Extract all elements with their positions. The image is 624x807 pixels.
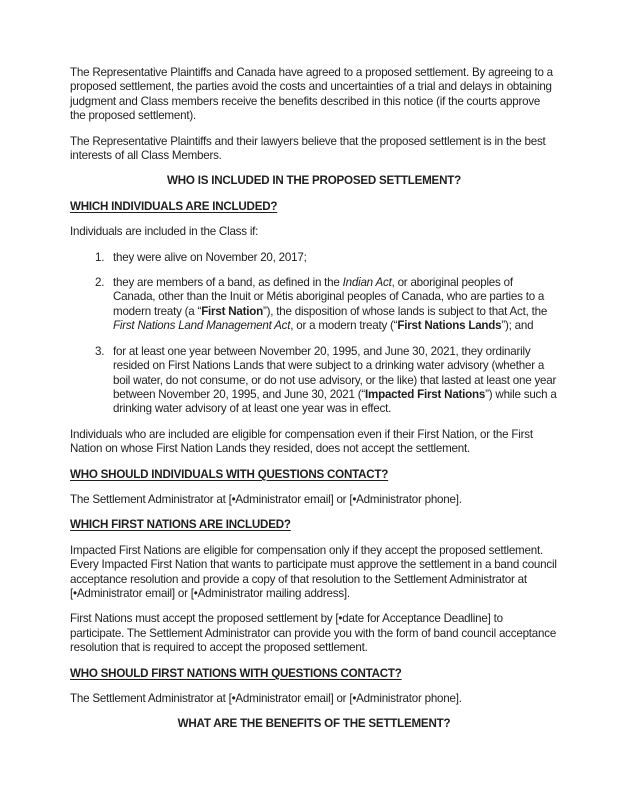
text-run: Individuals who are included are eligible for compensation even if their First Nation, or the First Nation on whose First Nation Lands they resided, does not accept the settlement.	[70, 427, 533, 456]
text-run: Individuals are included in the Class if:	[70, 225, 259, 239]
text-run: The Representative Plaintiffs and Canada have agreed to a proposed settlement. By agreeing to a proposed settlement, the parties avoid the costs and uncertainties of a trial and delays in obtaining judgment and Class members receive the benefits described in this notice (if the courts approve the proposed settlement).	[70, 66, 553, 123]
text-run: they are members of a band, as defined in the	[113, 276, 343, 290]
italic-statute-name: First Nations Land Management Act	[113, 319, 291, 333]
list-item-number: 1.	[95, 250, 105, 264]
subsection-heading-row	[70, 468, 558, 482]
document-body	[70, 66, 558, 732]
section-heading-underlined: WHO SHOULD INDIVIDUALS WITH QUESTIONS CONTACT?	[70, 467, 389, 481]
numbered-list	[70, 251, 558, 417]
paragraph	[70, 493, 558, 507]
text-run: Impacted First Nations are eligible for compensation only if they accept the proposed settlement. Every Impacted First Nation that wants to participate must approve the settlement in a band council acceptance resolution and provide a copy of that resolution to the Settlement Administrator at [•Administrator email] or [•Administrator mailing address].	[70, 543, 557, 600]
subsection-heading-row	[70, 200, 558, 214]
text-run: ”), the disposition of whose lands is subject to that Act, the	[262, 304, 548, 318]
text-run: First Nations must accept the proposed settlement by [•date for Acceptance Deadline] to participate. The Settlement Administrator can provide you with the form of band council acceptance resolution that is required to accept the proposed settlement.	[70, 612, 557, 655]
text-run: The Settlement Administrator at [•Administrator email] or [•Administrator phone].	[70, 692, 462, 705]
text-run: The Settlement Administrator at [•Administrator email] or [•Administrator phone].	[70, 492, 462, 506]
section-heading-underlined: WHICH FIRST NATIONS ARE INCLUDED?	[70, 518, 291, 532]
section-heading-underlined: WHO SHOULD FIRST NATIONS WITH QUESTIONS CONTACT?	[70, 666, 402, 680]
text-run: for at least one year between November 20, 1995, and June 30, 2021, they ordinarily resided on First Nations Lands that were subject to a drinking water advisory (whether a boil water, do not consume, or do not use advisory, or the like) that lasted at least one year between November 20, 1995, and June 30, 2021 (“	[113, 344, 557, 401]
list-item-text	[113, 251, 558, 265]
paragraph	[70, 544, 558, 602]
paragraph	[70, 66, 558, 124]
bold-defined-term: First Nations Lands	[397, 319, 502, 333]
bold-defined-term: First Nation	[201, 304, 263, 318]
list-item-number: 2.	[95, 276, 105, 290]
list-item-text	[113, 276, 558, 334]
text-run: ”) while such a drinking water advisory of at least one year was in effect.	[113, 387, 557, 416]
text-run: they were alive on November 20, 2017;	[113, 250, 307, 264]
section-heading-underlined: WHICH INDIVIDUALS ARE INCLUDED?	[70, 199, 278, 213]
text-run: , or a modern treaty (“	[290, 319, 398, 333]
section-heading-centered: WHO IS INCLUDED IN THE PROPOSED SETTLEMENT?	[167, 174, 461, 188]
list-item	[70, 251, 558, 265]
subsection-heading-row	[70, 667, 558, 681]
section-heading-centered: WHAT ARE THE BENEFITS OF THE SETTLEMENT?	[177, 717, 451, 731]
italic-statute-name: Indian Act	[342, 276, 392, 290]
paragraph	[70, 225, 558, 239]
list-item-number: 3.	[95, 344, 105, 358]
paragraph	[70, 135, 558, 164]
text-run: , or aboriginal peoples of Canada, other than the Inuit or Métis aboriginal peoples of Canada, who are parties to a modern treaty (a “	[113, 276, 545, 318]
list-item-text	[113, 345, 558, 417]
bold-defined-term: Impacted First Nations	[365, 387, 486, 401]
paragraph	[70, 428, 558, 457]
text-run: The Representative Plaintiffs and their lawyers believe that the proposed settlement is in the best interests of all Class Members.	[70, 134, 546, 163]
paragraph	[70, 612, 558, 655]
list-item	[70, 345, 558, 417]
paragraph	[70, 692, 558, 706]
subsection-heading-row	[70, 518, 558, 532]
text-run: ”); and	[501, 319, 534, 333]
list-item	[70, 276, 558, 334]
